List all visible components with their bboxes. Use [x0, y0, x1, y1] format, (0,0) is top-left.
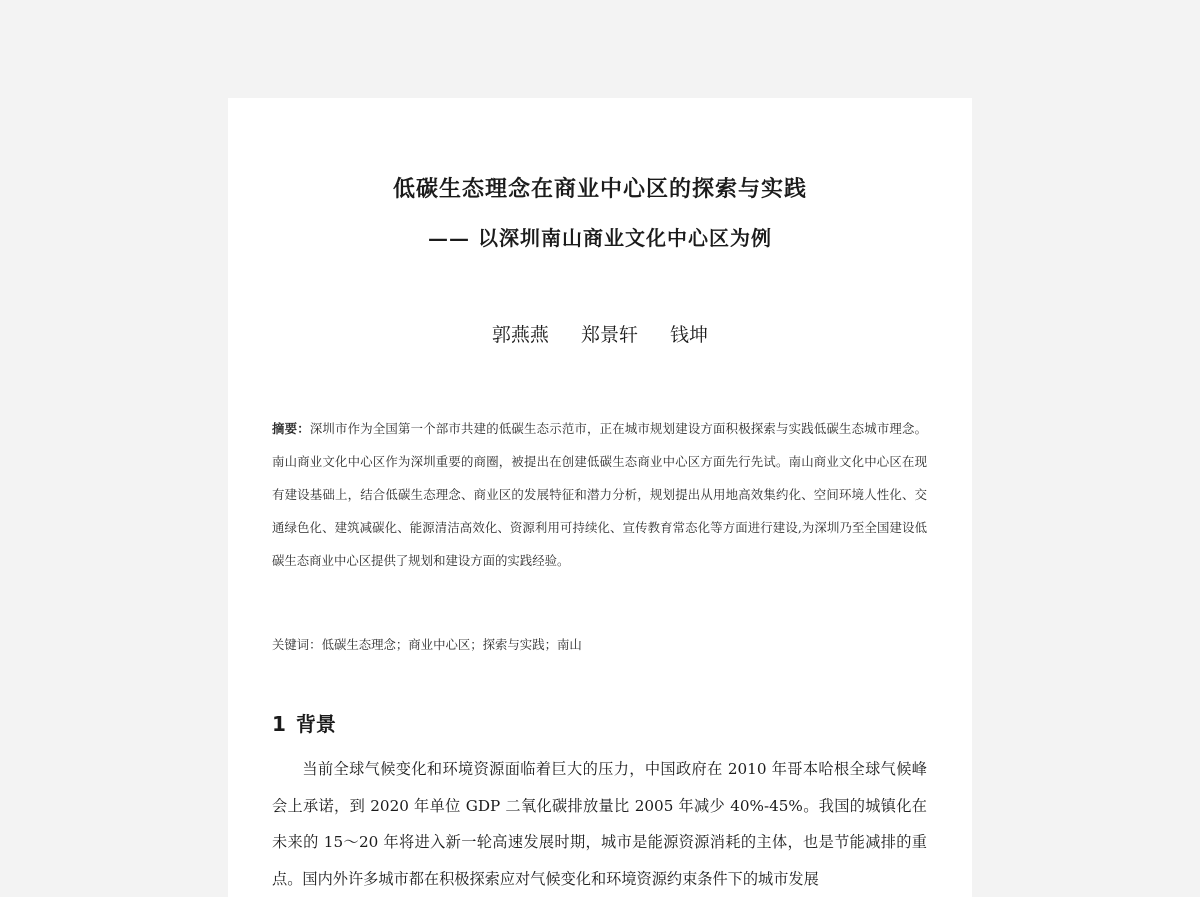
keywords-label: 关键词：: [272, 637, 322, 652]
section-heading: [272, 708, 336, 737]
section-title: 背景: [295, 712, 336, 736]
keywords: [272, 631, 927, 659]
body-paragraph: 当前全球气候变化和环境资源面临着巨大的压力，中国政府在 2010 年哥本哈根全球气候峰会上承诺，到 2020 年单位 GDP 二氧化碳排放量比 2005 年减少 40%-45%。我国的城镇化在未来的 15～20 年将进入新一轮高速发展时期，城市是能源资源消耗的主体，也是节能减排的重点。国内外许多城市都在积极探索应对气候变化和环境资源约束条件下的城市发展: [272, 760, 927, 888]
author-name: 钱坤: [670, 324, 709, 346]
abstract-text: 深圳市作为全国第一个部市共建的低碳生态示范市，正在城市规划建设方面积极探索与实践低碳生态城市理念。南山商业文化中心区作为深圳重要的商圈，被提出在创建低碳生态商业中心区方面先行先试。南山商业文化中心区在现有建设基础上，结合低碳生态理念、商业区的发展特征和潜力分析，规划提出从用地高效集约化、空间环境人性化、交通绿色化、建筑减碳化、能源清洁高效化、资源利用可持续化、宣传教育常态化等方面进行建设,为深圳乃至全国建设低碳生态商业中心区提供了规划和建设方面的实践经验。: [272, 421, 928, 568]
paper-title: 低碳生态理念在商业中心区的探索与实践: [392, 177, 807, 202]
paper-subtitle: —— 以深圳南山商业文化中心区为例: [428, 226, 772, 250]
keywords-text: 低碳生态理念；商业中心区；探索与实践；南山: [321, 637, 582, 652]
abstract-label: 摘要：: [272, 421, 310, 436]
author-name: 郑景轩: [580, 324, 638, 346]
abstract: [272, 412, 927, 577]
author-name: 郭燕燕: [491, 324, 549, 346]
section-number: 1: [272, 712, 286, 736]
author-list: [0, 320, 1200, 347]
